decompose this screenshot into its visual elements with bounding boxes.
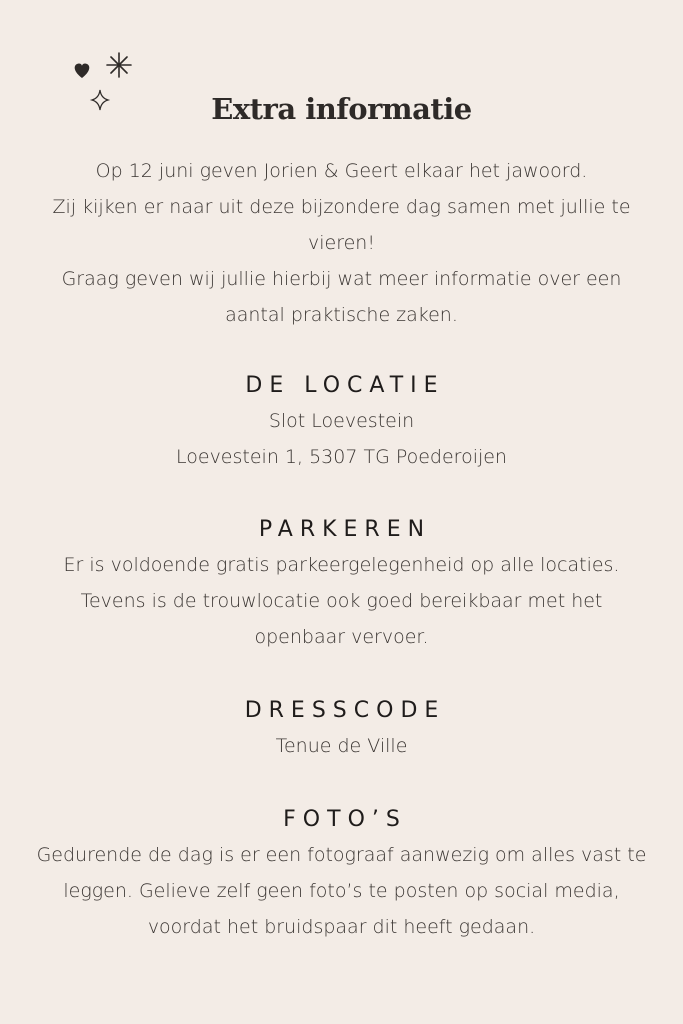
section-line: leggen. Gelieve zelf geen foto’s te posten op social media, <box>63 880 620 902</box>
intro-text <box>20 153 663 333</box>
section-line: Tenue de Ville <box>275 735 408 757</box>
section-location <box>20 369 663 475</box>
section-parking <box>20 513 663 655</box>
section-line: Tevens is de trouwlocatie ook goed bereikbaar met het <box>80 590 603 612</box>
section-line: openbaar vervoer. <box>254 626 429 648</box>
section-heading: DRESSCODE <box>244 698 446 723</box>
intro-line: Zij kijken er naar uit deze bijzondere dag samen met jullie te <box>52 196 631 218</box>
section-line: Gedurende de dag is er een fotograaf aanwezig om alles vast te <box>36 844 647 866</box>
section-dresscode <box>20 694 663 764</box>
intro-line: aantal praktische zaken. <box>225 304 458 326</box>
location-address: Loevestein 1, 5307 TG Poederoijen <box>176 446 507 468</box>
section-line: Er is voldoende gratis parkeergelegenheid op alle locaties. <box>63 554 620 576</box>
intro-line: Graag geven wij jullie hierbij wat meer informatie over een <box>61 268 622 290</box>
section-line: voordat het bruidspaar dit heeft gedaan. <box>147 916 536 938</box>
sparkle-icon <box>107 53 131 77</box>
section-heading: DE LOCATIE <box>245 373 445 398</box>
section-heading: FOTO’S <box>283 807 407 832</box>
location-name: Slot Loevestein <box>268 410 415 432</box>
intro-line: Op 12 juni geven Jorien & Geert elkaar het jawoord. <box>95 160 588 182</box>
heart-icon <box>75 63 90 78</box>
page-title: Extra informatie <box>211 92 472 126</box>
section-heading: PARKEREN <box>258 517 432 542</box>
section-photos <box>20 803 663 945</box>
intro-line: vieren! <box>308 232 375 254</box>
